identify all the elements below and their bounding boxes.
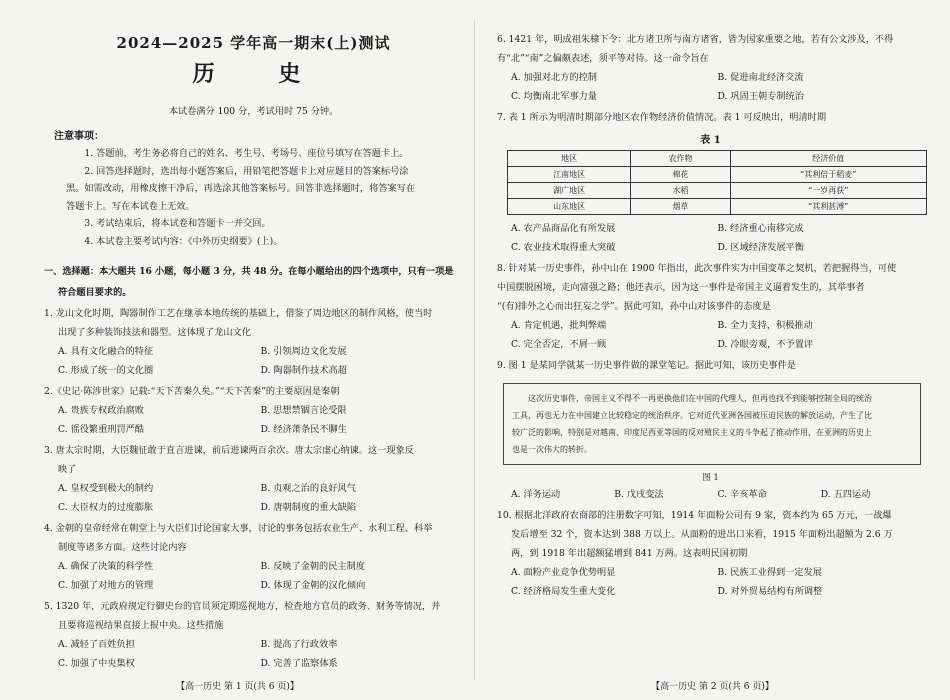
question-text: 7. 表 1 所示为明清时期部分地区农作物经济价值情况。表 1 可反映出，明清时期 [497,112,827,123]
exam-title: 2024—2025 学年高一期末(上)测试 [116,34,391,52]
question-text: 8. 针对某一历史事件，孙中山在 1900 年指出，此次事件实为中国变革之契机，若把握得当，可使 [497,263,897,274]
table-cell: “其利甚溥” [730,199,926,215]
option-c[interactable]: C. 经济格局发生重大变化 [511,586,616,597]
note-2-cont: 黑。如需改动，用橡皮擦干净后，再选涂其他答案标号。回答非选择题时，将答案写在 [66,183,416,194]
question-1 [44,304,463,380]
figure-caption: 图 1 [702,473,719,483]
option-c[interactable]: C. 辛亥革命 [717,489,767,500]
options [44,479,463,517]
options [44,635,463,673]
option-d[interactable]: D. 五四运动 [820,489,871,500]
option-d[interactable]: D. 冷眼旁观，不予置评 [717,339,814,350]
note-1: 1. 答题前，考生务必将自己的姓名、考生号、考场号、座位号填写在答题卡上。 [84,148,409,159]
option-c[interactable]: C. 大臣权力的过度膨胀 [58,502,154,513]
question-text: 发后增至 32 个，资本达到 388 万以上。从面粉的进出口来看，1915 年面粉出超额为 2.6 万 [511,529,893,540]
option-c[interactable]: C. 徭役繁重刑罚严酷 [58,424,145,435]
page-footer: 【高一历史 第 2 页(共 6 页)】 [651,682,774,692]
question-text: 10. 根据北洋政府农商部的注册数字可知，1914 年面粉公司有 9 家，资本约为 65 万元，一战爆 [497,510,892,521]
question-text: 有“北”“南”之偏颇表述，须平等对待。这一命令旨在 [497,53,709,64]
table-header-cell: 农作物 [631,151,730,167]
option-c[interactable]: C. 加强了对地方的管理 [58,580,154,591]
option-b[interactable]: B. 贞观之治的良好风气 [260,483,356,494]
option-c[interactable]: C. 均衡南北军事力量 [511,91,598,102]
question-text: 制度等诸多方面。这些讨论内容 [58,542,187,553]
option-a[interactable]: A. 确保了决策的科学性 [58,561,154,572]
table-cell: 烟草 [631,199,730,215]
table-cell: 山东地区 [508,199,631,215]
table-cell: 江南地区 [508,167,631,183]
question-text: “(有)排外之心而出狂妄之学”。据此可知，孙中山对该事件的态度是 [497,301,771,312]
option-c[interactable]: C. 完全否定，不屑一顾 [511,339,607,350]
option-b[interactable]: B. 思想禁锢言论受限 [260,405,347,416]
option-b[interactable]: B. 民族工业得到一定发展 [717,567,822,578]
section-heading: 一、选择题：本大题共 16 小题，每小题 3 分，共 48 分。在每小题给出的四个选项中，只有一项是 [44,266,454,277]
option-d[interactable]: D. 完善了监察体系 [260,658,338,669]
question-text: 9. 图 1 是某同学就某一历史事件做的课堂笔记。据此可知，该历史事件是 [497,360,796,371]
option-b[interactable]: B. 经济重心南移完成 [717,223,804,234]
option-a[interactable]: A. 加强对北方的控制 [511,72,597,83]
class-notes-figure [503,383,921,465]
question-text: 4. 金朝的皇帝经常在朝堂上与大臣们讨论国家大事，讨论的事务包括农业生产、水利工程、科举 [44,523,433,534]
options [497,316,924,354]
question-2 [44,382,463,439]
option-d[interactable]: D. 巩固王朝专制统治 [717,91,804,102]
options [44,342,463,380]
question-text: 出现了多种装饰技法和器型。这体现了龙山文化 [58,327,251,338]
option-d[interactable]: D. 唐朝制度的重大缺陷 [260,502,357,513]
figure-text: 也是一次伟大的转折。 [512,445,592,454]
section-heading-cont: 符合题目要求的。 [58,287,132,298]
question-text: 6. 1421 年，明成祖朱棣下令：北方诸卫所与南方诸省，皆为国家重要之地，若有公文涉及，不得 [497,34,894,45]
question-8 [497,259,924,354]
options [497,563,924,601]
question-text: 映了 [58,464,77,475]
notes-heading: 注意事项： [54,131,104,142]
exam-intro: 本试卷满分 100 分，考试用时 75 分钟。 [168,106,339,117]
option-a[interactable]: A. 具有文化融合的特征 [58,346,154,357]
table-caption: 表 1 [700,135,721,146]
question-text: 2.《史记·陈涉世家》记载:“天下苦秦久矣。”“天下苦秦”的主要原因是秦朝 [44,386,340,397]
option-d[interactable]: D. 经济萧条民不聊生 [260,424,347,435]
option-a[interactable]: A. 减轻了百姓负担 [58,639,135,650]
option-a[interactable]: A. 贵族专权政治腐败 [58,405,144,416]
options [44,557,463,595]
table-cell: 湖广地区 [508,183,631,199]
options [497,68,924,106]
options [497,219,924,257]
option-b[interactable]: B. 反映了金朝的民主制度 [260,561,365,572]
figure-text: 工具，再也无力在中国建立比较稳定的统治秩序。它对近代亚洲各国被压迫民族的解放运动，产生了比 [512,411,872,420]
figure-text: 这次历史事件，帝国主义不得不一再更换他们在中国的代理人，但再也找不到能够控制全局的统治 [528,394,872,403]
question-text: 3. 唐太宗时期，大臣魏征敢于直言进谏，前后进谏两百余次。唐太宗虚心纳谏。这一现象反 [44,445,414,456]
table-header-row [508,151,927,167]
option-b[interactable]: B. 促进南北经济交流 [717,72,804,83]
table-header-cell: 地区 [508,151,631,167]
table-cell: “一岁再获” [730,183,926,199]
subject-title: 历 史 [192,61,329,87]
option-a[interactable]: A. 皇权受到极大的制约 [58,483,154,494]
options [44,401,463,439]
question-4 [44,519,463,595]
option-b[interactable]: B. 全力支持，积极推动 [717,320,813,331]
table-row [508,199,927,215]
option-a[interactable]: A. 洋务运动 [511,489,561,500]
option-a[interactable]: A. 面粉产业竞争优势明显 [511,567,616,578]
option-b[interactable]: B. 引领周边文化发展 [260,346,347,357]
right-page [475,0,950,700]
question-text: 且要将巡视结果直接上报中央。这些措施 [58,620,224,631]
table-cell: 水稻 [631,183,730,199]
table-header-cell: 经济价值 [730,151,926,167]
page-footer: 【高一历史 第 1 页(共 6 页)】 [176,682,299,692]
option-b[interactable]: B. 提高了行政效率 [260,639,338,650]
note-2-cont: 答题卡上。写在本试卷上无效。 [66,200,195,212]
option-c[interactable]: C. 加强了中央集权 [58,658,135,669]
question-text: 两，到 1918 年出超额猛增到 841 万两。这表明民国初期 [511,548,748,559]
option-b[interactable]: B. 戊戌变法 [614,489,664,500]
option-c[interactable]: C. 形成了统一的文化圈 [58,365,154,376]
note-2: 2. 回答选择题时，选出每小题答案后，用铅笔把答题卡上对应题目的答案标号涂 [84,165,409,177]
crop-value-table [507,150,927,215]
question-5 [44,597,463,673]
option-d[interactable]: D. 体现了金朝的汉化倾向 [260,580,366,591]
option-d[interactable]: D. 对外贸易结构有所调整 [717,586,823,597]
figure-text: 较广泛的影响，特别是对越南、印度尼西亚等国的反对殖民主义的斗争起了推动作用，在亚洲的历史上 [512,428,872,437]
question-text: 5. 1320 年，元政府规定行御史台的官员须定期巡视地方，检查地方官员的政务、财务等情况，并 [44,601,441,612]
table-cell: 棉花 [631,167,730,183]
options [497,485,924,504]
question-7 [497,108,924,257]
question-3 [44,441,463,517]
question-text: 1. 龙山文化时期，陶器制作工艺在继承本地传统的基础上，借鉴了周边地区的制作风格，使当时 [44,308,433,319]
table-row [508,167,927,183]
question-9 [497,356,924,504]
note-4: 4. 本试卷主要考试内容：《中外历史纲要》(上)。 [84,235,283,247]
option-c[interactable]: C. 农业技术取得重大突破 [511,242,616,253]
option-d[interactable]: D. 陶器制作技术高超 [260,365,347,376]
table-row [508,183,927,199]
question-6 [497,30,924,106]
question-text: 中国摆脱困境，走向富强之路；他还表示，因为这一事件是帝国主义逼着发生的，其举事者 [497,282,865,293]
note-3: 3. 考试结束后，将本试卷和答题卡一并交回。 [84,218,271,229]
option-d[interactable]: D. 区域经济发展平衡 [717,242,804,253]
question-10 [497,506,924,601]
table-cell: “其利倍于稻麦” [730,167,926,183]
option-a[interactable]: A. 农产品商品化有所发展 [511,223,616,234]
option-a[interactable]: A. 肯定机遇，批判弊端 [511,320,607,331]
